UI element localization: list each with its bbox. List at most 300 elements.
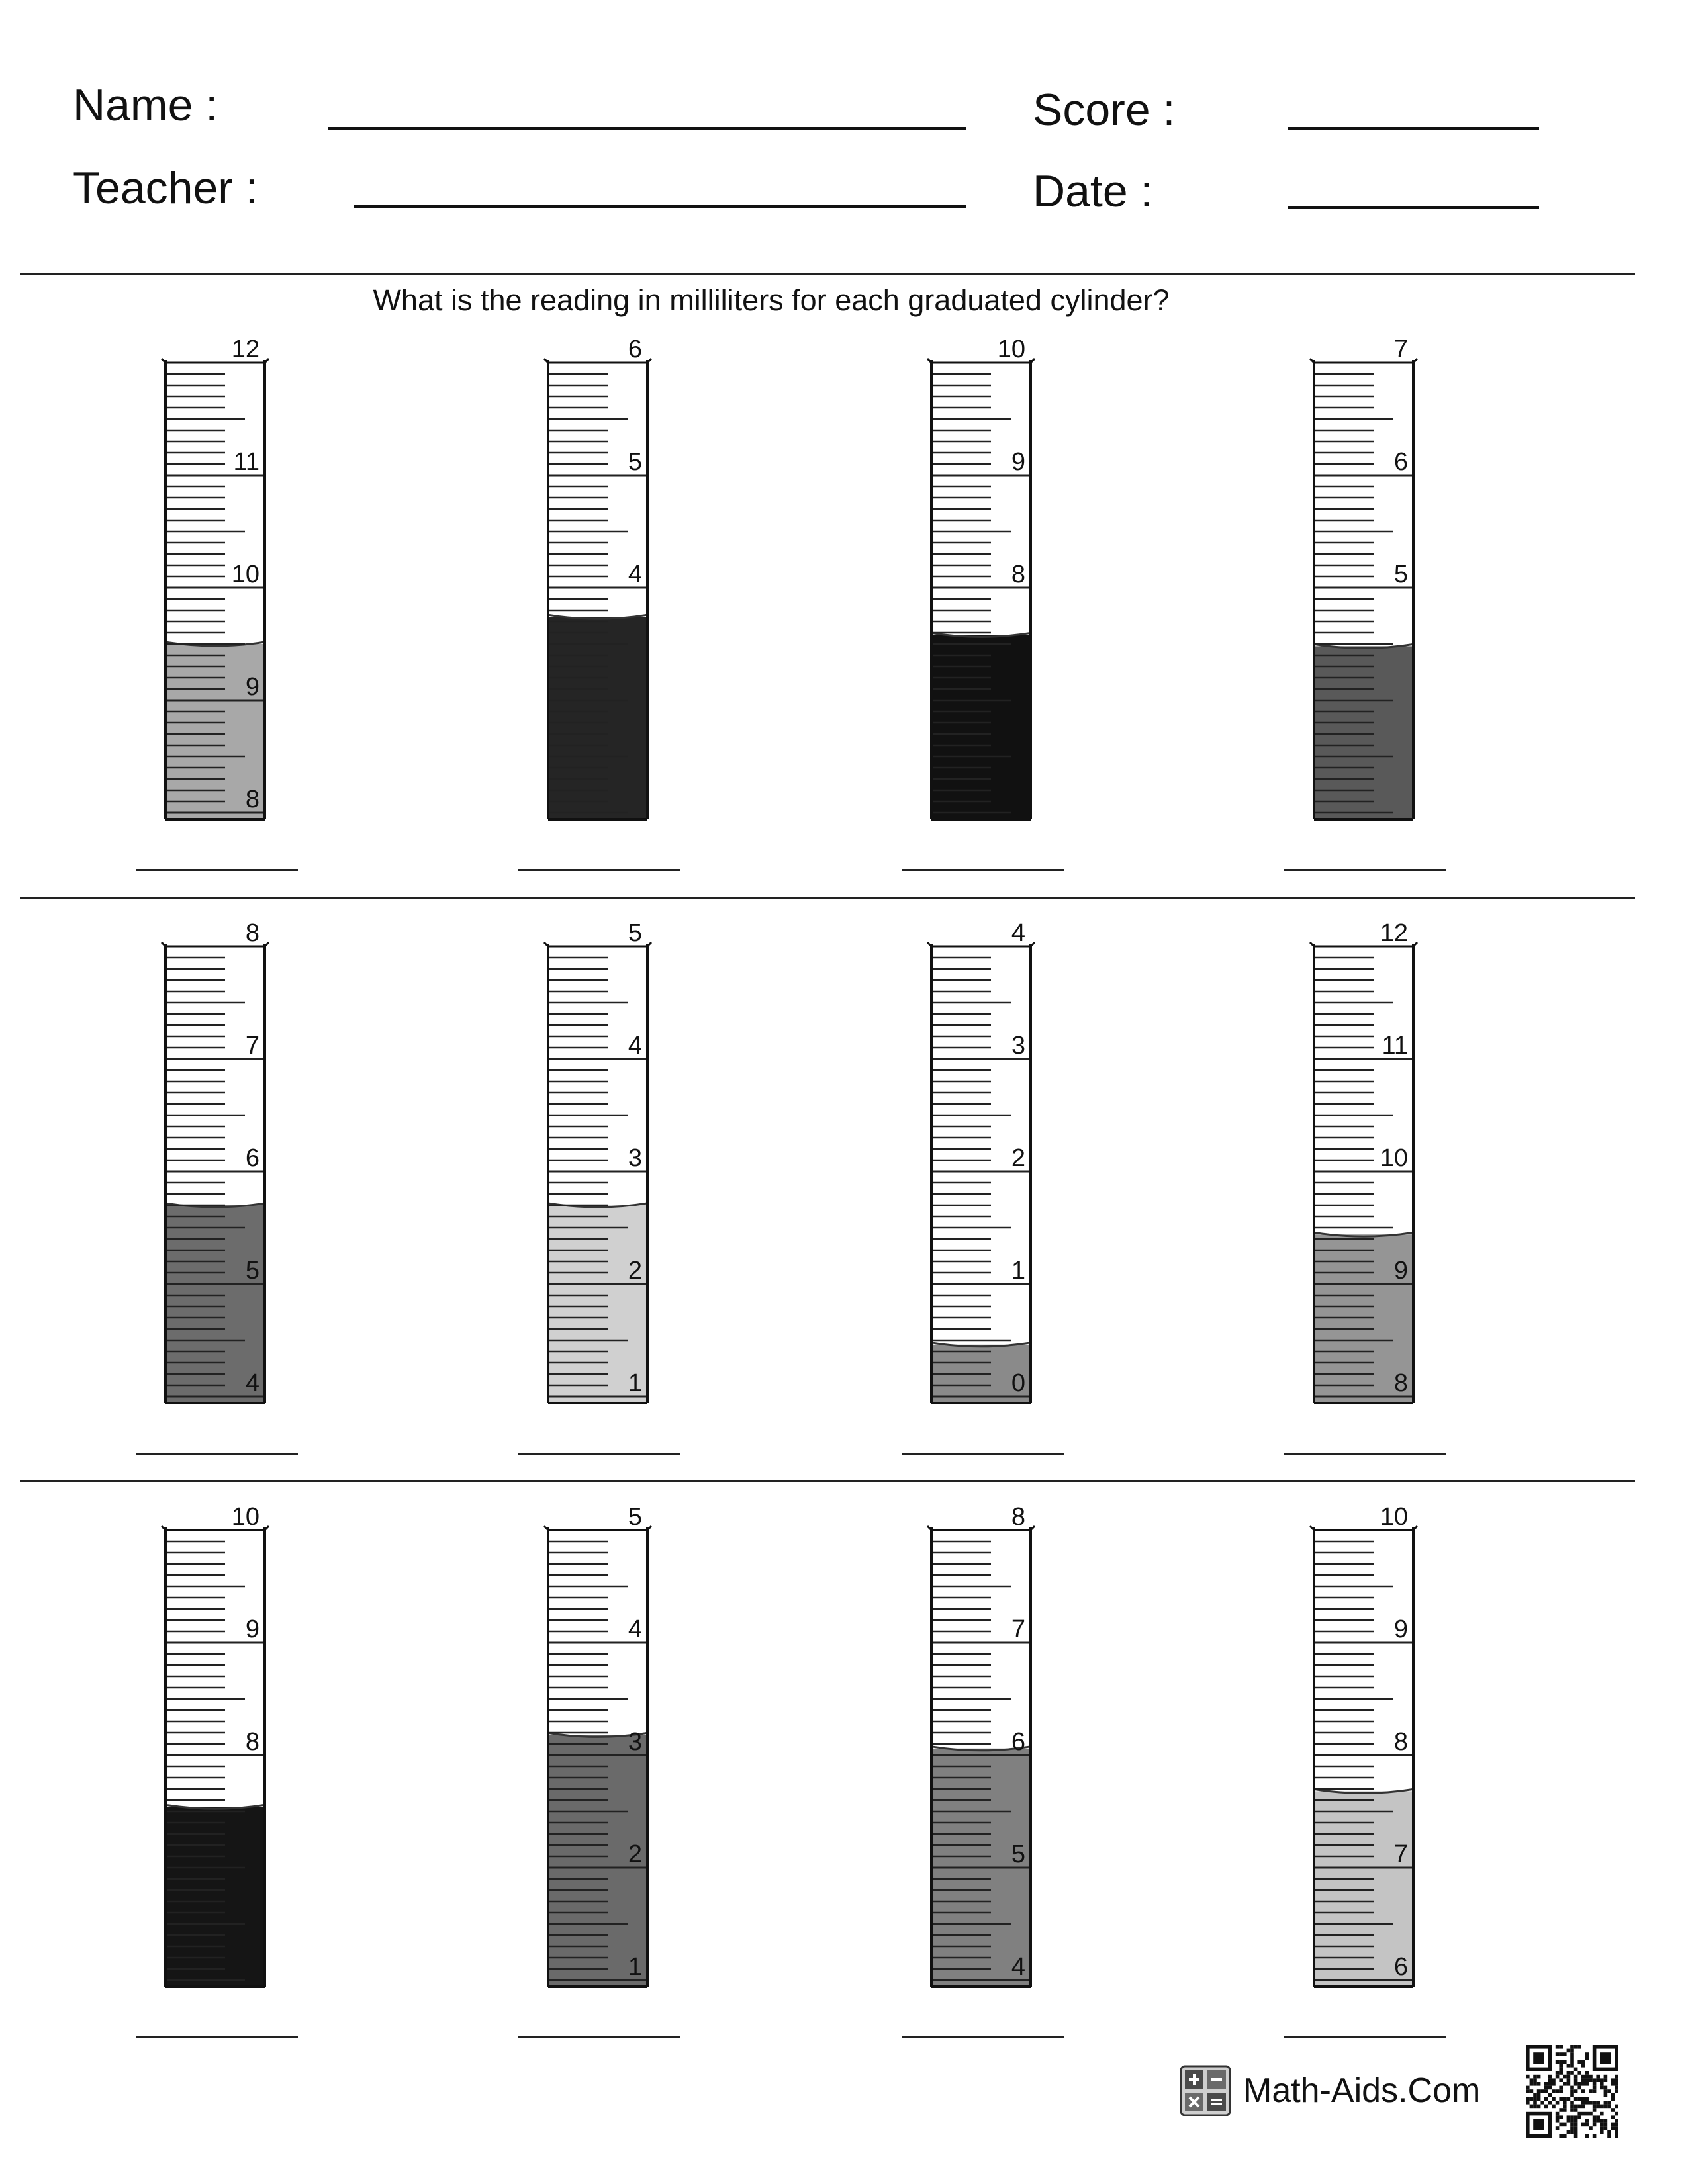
qr-module xyxy=(1537,2097,1541,2101)
qr-module xyxy=(1604,2093,1608,2097)
qr-module xyxy=(1570,2130,1574,2134)
answer-line[interactable] xyxy=(902,869,1064,871)
qr-module xyxy=(1577,2060,1581,2064)
qr-module xyxy=(1600,2082,1604,2086)
qr-module xyxy=(1556,2075,1560,2079)
tube-lip-left xyxy=(927,1526,931,1530)
graduated-cylinder xyxy=(927,919,1035,1403)
tube-lip-right xyxy=(647,1526,651,1530)
tube-lip-left xyxy=(162,359,165,363)
qr-module xyxy=(1615,2134,1618,2138)
graduated-cylinder xyxy=(162,1503,269,1987)
scale-label: 4 xyxy=(1011,919,1025,947)
name-label: Name : xyxy=(73,80,218,130)
scale-label: 11 xyxy=(1382,1032,1408,1060)
qr-module xyxy=(1593,2119,1597,2123)
qr-module xyxy=(1593,2108,1597,2112)
tube-lip-left xyxy=(544,1526,548,1530)
qr-module xyxy=(1556,2045,1560,2049)
tube-lip-left xyxy=(544,359,548,363)
qr-module xyxy=(1548,2086,1552,2090)
scale-label: 5 xyxy=(245,1257,259,1285)
qr-module xyxy=(1563,2075,1567,2079)
liquid-fill xyxy=(931,635,1031,819)
qr-module xyxy=(1581,2101,1585,2105)
qr-module xyxy=(1574,2105,1578,2109)
qr-module xyxy=(1585,2078,1589,2082)
qr-module xyxy=(1563,2052,1567,2056)
scale-label: 10 xyxy=(997,336,1025,363)
qr-module xyxy=(1548,2082,1552,2086)
qr-module xyxy=(1559,2086,1563,2090)
qr-module xyxy=(1567,2071,1571,2075)
qr-module xyxy=(1570,2115,1574,2119)
qr-module xyxy=(1533,2075,1537,2079)
qr-module xyxy=(1593,2086,1597,2090)
qr-module xyxy=(1574,2089,1578,2093)
calculator-icon xyxy=(1180,2065,1231,2116)
answer-line[interactable] xyxy=(1284,2036,1446,2038)
qr-module xyxy=(1585,2112,1589,2116)
qr-module xyxy=(1607,2134,1611,2138)
qr-module xyxy=(1556,2101,1560,2105)
qr-module xyxy=(1563,2060,1567,2064)
qr-module xyxy=(1563,2108,1567,2112)
qr-module xyxy=(1559,2060,1563,2064)
scale-label: 4 xyxy=(628,1615,642,1643)
tube-lip-right xyxy=(647,942,651,946)
qr-module xyxy=(1570,2086,1574,2090)
qr-module xyxy=(1559,2078,1563,2082)
qr-module xyxy=(1615,2078,1618,2082)
qr-module xyxy=(1556,2060,1560,2064)
qr-module xyxy=(1533,2078,1537,2082)
qr-module xyxy=(1567,2119,1571,2123)
qr-module xyxy=(1604,2126,1608,2130)
scale-label: 6 xyxy=(628,336,642,363)
answer-line[interactable] xyxy=(136,1453,298,1455)
qr-module xyxy=(1548,2101,1552,2105)
scale-label: 5 xyxy=(1011,1841,1025,1868)
qr-module xyxy=(1556,2071,1560,2075)
qr-module xyxy=(1567,2078,1571,2082)
qr-module xyxy=(1577,2086,1581,2090)
teacher-label: Teacher : xyxy=(73,163,258,213)
tube-lip-right xyxy=(647,359,651,363)
qr-module xyxy=(1556,2052,1560,2056)
qr-module xyxy=(1581,2105,1585,2109)
qr-module xyxy=(1604,2105,1608,2109)
scale-label: 4 xyxy=(628,561,642,588)
qr-module xyxy=(1570,2045,1574,2049)
qr-module xyxy=(1559,2134,1563,2138)
scale-label: 5 xyxy=(628,919,642,947)
qr-module xyxy=(1563,2105,1567,2109)
qr-module xyxy=(1585,2101,1589,2105)
tube-lip-left xyxy=(1310,359,1314,363)
scale-label: 8 xyxy=(1011,561,1025,588)
brand xyxy=(1180,2065,1480,2116)
qr-module xyxy=(1615,2119,1618,2123)
qr-module xyxy=(1600,2112,1604,2116)
qr-module xyxy=(1570,2093,1574,2097)
qr-module xyxy=(1585,2134,1589,2138)
qr-module xyxy=(1570,2089,1574,2093)
qr-module xyxy=(1574,2097,1578,2101)
qr-module xyxy=(1611,2097,1615,2101)
qr-module xyxy=(1574,2045,1578,2049)
graduated-cylinder xyxy=(1310,336,1417,819)
qr-module xyxy=(1581,2060,1585,2064)
scale-label: 9 xyxy=(1011,448,1025,476)
answer-line[interactable] xyxy=(1284,869,1446,871)
qr-finder-core xyxy=(1533,2052,1544,2064)
qr-module xyxy=(1530,2089,1534,2093)
qr-module xyxy=(1567,2049,1571,2053)
scale-label: 11 xyxy=(233,448,259,476)
qr-module xyxy=(1577,2082,1581,2086)
scale-label: 2 xyxy=(628,1841,642,1868)
qr-module xyxy=(1552,2097,1556,2101)
qr-module xyxy=(1570,2056,1574,2060)
qr-module xyxy=(1567,2115,1571,2119)
qr-module xyxy=(1570,2105,1574,2109)
liquid-fill xyxy=(1314,646,1413,819)
qr-module xyxy=(1581,2123,1585,2127)
qr-module xyxy=(1570,2052,1574,2056)
qr-module xyxy=(1596,2075,1600,2079)
qr-module xyxy=(1615,2075,1618,2079)
qr-module xyxy=(1585,2056,1589,2060)
tube-lip-right xyxy=(265,1526,269,1530)
qr-module xyxy=(1604,2123,1608,2127)
qr-module xyxy=(1607,2105,1611,2109)
scale-label: 1 xyxy=(1011,1257,1025,1285)
answer-line[interactable] xyxy=(136,2036,298,2038)
qr-module xyxy=(1585,2052,1589,2056)
qr-module xyxy=(1607,2101,1611,2105)
scale-label: 2 xyxy=(1011,1144,1025,1172)
scale-label: 1 xyxy=(628,1369,642,1397)
qr-module xyxy=(1548,2078,1552,2082)
qr-module xyxy=(1577,2071,1581,2075)
qr-module xyxy=(1589,2075,1593,2079)
graduated-cylinder xyxy=(1310,1503,1417,1987)
qr-module xyxy=(1544,2089,1548,2093)
qr-module xyxy=(1570,2060,1574,2064)
qr-module xyxy=(1552,2089,1556,2093)
date-label: Date : xyxy=(1033,166,1153,216)
qr-module xyxy=(1593,2115,1597,2119)
qr-module xyxy=(1611,2123,1615,2127)
scale-label: 5 xyxy=(628,1503,642,1531)
qr-module xyxy=(1581,2089,1585,2093)
qr-module xyxy=(1600,2105,1604,2109)
tube-lip-right xyxy=(1413,942,1417,946)
tube-lip-left xyxy=(162,942,165,946)
qr-module xyxy=(1581,2112,1585,2116)
qr-module xyxy=(1611,2078,1615,2082)
tube-lip-left xyxy=(1310,1526,1314,1530)
qr-module xyxy=(1596,2078,1600,2082)
answer-line[interactable] xyxy=(902,2036,1064,2038)
qr-module xyxy=(1563,2101,1567,2105)
qr-module xyxy=(1544,2105,1548,2109)
graduated-cylinder xyxy=(162,336,269,819)
scale-label: 12 xyxy=(1380,919,1408,947)
qr-module xyxy=(1526,2075,1530,2079)
scale-label: 10 xyxy=(1380,1503,1408,1531)
qr-module xyxy=(1559,2089,1563,2093)
qr-module xyxy=(1570,2071,1574,2075)
qr-module xyxy=(1577,2112,1581,2116)
score-label: Score : xyxy=(1033,85,1176,135)
scale-label: 6 xyxy=(1393,448,1408,476)
qr-module xyxy=(1596,2115,1600,2119)
qr-module xyxy=(1548,2075,1552,2079)
qr-module xyxy=(1574,2075,1578,2079)
tube-lip-right xyxy=(1413,1526,1417,1530)
qr-module xyxy=(1596,2119,1600,2123)
qr-module xyxy=(1548,2093,1552,2097)
qr-module xyxy=(1577,2105,1581,2109)
qr-module xyxy=(1596,2105,1600,2109)
scale-label: 6 xyxy=(1393,1953,1408,1981)
qr-module xyxy=(1589,2101,1593,2105)
scale-label: 4 xyxy=(628,1032,642,1060)
qr-module xyxy=(1570,2119,1574,2123)
qr-module xyxy=(1563,2082,1567,2086)
qr-module xyxy=(1544,2097,1548,2101)
qr-module xyxy=(1540,2101,1544,2105)
qr-module xyxy=(1611,2108,1615,2112)
qr-module xyxy=(1574,2130,1578,2134)
qr-module xyxy=(1604,2119,1608,2123)
qr-module xyxy=(1570,2101,1574,2105)
scale-label: 8 xyxy=(245,1728,259,1756)
qr-module xyxy=(1593,2089,1597,2093)
qr-module xyxy=(1526,2086,1530,2090)
qr-module xyxy=(1615,2082,1618,2086)
qr-module xyxy=(1563,2123,1567,2127)
qr-module xyxy=(1604,2089,1608,2093)
qr-module xyxy=(1567,2130,1571,2134)
qr-module xyxy=(1556,2089,1560,2093)
qr-module xyxy=(1556,2126,1560,2130)
qr-module xyxy=(1574,2134,1578,2138)
scale-label: 5 xyxy=(628,448,642,476)
qr-finder-core xyxy=(1600,2052,1611,2064)
tube-lip-left xyxy=(927,359,931,363)
graduated-cylinder xyxy=(927,336,1035,819)
qr-module xyxy=(1574,2078,1578,2082)
graduated-cylinder xyxy=(544,919,651,1403)
qr-module xyxy=(1600,2126,1604,2130)
qr-module xyxy=(1559,2071,1563,2075)
tube-lip-left xyxy=(162,1526,165,1530)
scale-label: 10 xyxy=(1380,1144,1408,1172)
scale-label: 2 xyxy=(628,1257,642,1285)
answer-line[interactable] xyxy=(518,1453,680,1455)
qr-module xyxy=(1556,2112,1560,2116)
qr-module xyxy=(1589,2112,1593,2116)
qr-module xyxy=(1570,2049,1574,2053)
qr-module xyxy=(1589,2078,1593,2082)
scale-label: 7 xyxy=(1393,1841,1408,1868)
qr-module xyxy=(1533,2101,1537,2105)
qr-module xyxy=(1604,2075,1608,2079)
qr-module xyxy=(1611,2115,1615,2119)
scale-label: 1 xyxy=(628,1953,642,1981)
qr-module xyxy=(1574,2068,1578,2071)
qr-module xyxy=(1585,2071,1589,2075)
qr-module xyxy=(1604,2078,1608,2082)
qr-module xyxy=(1577,2045,1581,2049)
qr-module xyxy=(1607,2130,1611,2134)
scale-label: 7 xyxy=(1011,1615,1025,1643)
qr-module xyxy=(1589,2089,1593,2093)
qr-module xyxy=(1574,2123,1578,2127)
qr-module xyxy=(1540,2089,1544,2093)
qr-module xyxy=(1581,2064,1585,2068)
qr-module xyxy=(1596,2101,1600,2105)
qr-module xyxy=(1577,2115,1581,2119)
qr-module xyxy=(1570,2064,1574,2068)
tube-lip-left xyxy=(1310,942,1314,946)
scale-label: 9 xyxy=(245,1615,259,1643)
qr-module xyxy=(1552,2105,1556,2109)
qr-module xyxy=(1559,2123,1563,2127)
qr-module xyxy=(1615,2130,1618,2134)
qr-module xyxy=(1544,2086,1548,2090)
qr-module xyxy=(1615,2086,1618,2090)
qr-module xyxy=(1615,2126,1618,2130)
scale-label: 8 xyxy=(1393,1728,1408,1756)
qr-finder-core xyxy=(1533,2119,1544,2130)
qr-module xyxy=(1530,2105,1534,2109)
qr-module xyxy=(1600,2078,1604,2082)
qr-module xyxy=(1570,2126,1574,2130)
tube-lip-right xyxy=(1031,942,1035,946)
tube-lip-left xyxy=(927,942,931,946)
qr-module xyxy=(1567,2064,1571,2068)
scale-label: 3 xyxy=(1011,1032,1025,1060)
qr-module xyxy=(1593,2123,1597,2127)
qr-module xyxy=(1607,2089,1611,2093)
qr-code-icon xyxy=(1526,2045,1618,2138)
answer-line[interactable] xyxy=(902,1453,1064,1455)
qr-module xyxy=(1581,2075,1585,2079)
answer-line[interactable] xyxy=(136,869,298,871)
qr-module xyxy=(1585,2123,1589,2127)
scale-label: 5 xyxy=(1393,561,1408,588)
qr-module xyxy=(1563,2134,1567,2138)
qr-module xyxy=(1574,2119,1578,2123)
qr-module xyxy=(1574,2115,1578,2119)
qr-module xyxy=(1593,2134,1597,2138)
qr-module xyxy=(1559,2068,1563,2071)
qr-module xyxy=(1530,2097,1534,2101)
tube-lip-right xyxy=(1031,359,1035,363)
qr-module xyxy=(1581,2078,1585,2082)
graduated-cylinder xyxy=(927,1503,1035,1987)
qr-module xyxy=(1585,2082,1589,2086)
brand-name[interactable]: Math-Aids.Com xyxy=(1243,2071,1481,2110)
scale-label: 7 xyxy=(245,1032,259,1060)
scale-label: 10 xyxy=(231,1503,259,1531)
qr-module xyxy=(1526,2097,1530,2101)
scale-label: 0 xyxy=(1011,1369,1025,1397)
qr-module xyxy=(1577,2097,1581,2101)
qr-module xyxy=(1570,2108,1574,2112)
qr-module xyxy=(1526,2101,1530,2105)
qr-module xyxy=(1567,2082,1571,2086)
answer-line[interactable] xyxy=(518,2036,680,2038)
qr-module xyxy=(1552,2082,1556,2086)
qr-module xyxy=(1533,2097,1537,2101)
qr-module xyxy=(1533,2082,1537,2086)
answer-line[interactable] xyxy=(518,869,680,871)
qr-module xyxy=(1615,2089,1618,2093)
scale-label: 3 xyxy=(628,1728,642,1756)
qr-module xyxy=(1585,2097,1589,2101)
graduated-cylinder xyxy=(162,919,269,1403)
tube-lip-right xyxy=(1413,359,1417,363)
scale-label: 8 xyxy=(1393,1369,1408,1397)
qr-module xyxy=(1537,2082,1541,2086)
scale-label: 10 xyxy=(231,561,259,588)
qr-module xyxy=(1570,2123,1574,2127)
qr-module xyxy=(1530,2078,1534,2082)
qr-module xyxy=(1593,2105,1597,2109)
qr-module xyxy=(1559,2115,1563,2119)
qr-module xyxy=(1574,2108,1578,2112)
qr-module xyxy=(1615,2105,1618,2109)
qr-module xyxy=(1574,2126,1578,2130)
answer-line[interactable] xyxy=(1284,1453,1446,1455)
scale-label: 6 xyxy=(245,1144,259,1172)
qr-module xyxy=(1552,2078,1556,2082)
qr-module xyxy=(1559,2108,1563,2112)
tube-lip-right xyxy=(265,942,269,946)
qr-module xyxy=(1556,2119,1560,2123)
qr-module xyxy=(1585,2119,1589,2123)
qr-module xyxy=(1559,2064,1563,2068)
scale-label: 8 xyxy=(245,786,259,813)
scale-label: 12 xyxy=(231,336,259,363)
scale-label: 7 xyxy=(1393,336,1408,363)
qr-module xyxy=(1611,2082,1615,2086)
scale-label: 6 xyxy=(1011,1728,1025,1756)
qr-module xyxy=(1581,2097,1585,2101)
qr-module xyxy=(1611,2093,1615,2097)
qr-module xyxy=(1600,2119,1604,2123)
qr-module xyxy=(1530,2082,1534,2086)
qr-module xyxy=(1581,2082,1585,2086)
instructions: What is the reading in milliliters for each graduated cylinder? xyxy=(373,283,1170,317)
scale-label: 4 xyxy=(1011,1953,1025,1981)
qr-module xyxy=(1537,2093,1541,2097)
qr-module xyxy=(1574,2082,1578,2086)
qr-module xyxy=(1537,2089,1541,2093)
qr-module xyxy=(1604,2101,1608,2105)
qr-module xyxy=(1559,2052,1563,2056)
qr-module xyxy=(1533,2093,1537,2097)
qr-module xyxy=(1600,2086,1604,2090)
qr-module xyxy=(1563,2097,1567,2101)
qr-module xyxy=(1615,2123,1618,2127)
liquid-fill xyxy=(548,617,647,819)
